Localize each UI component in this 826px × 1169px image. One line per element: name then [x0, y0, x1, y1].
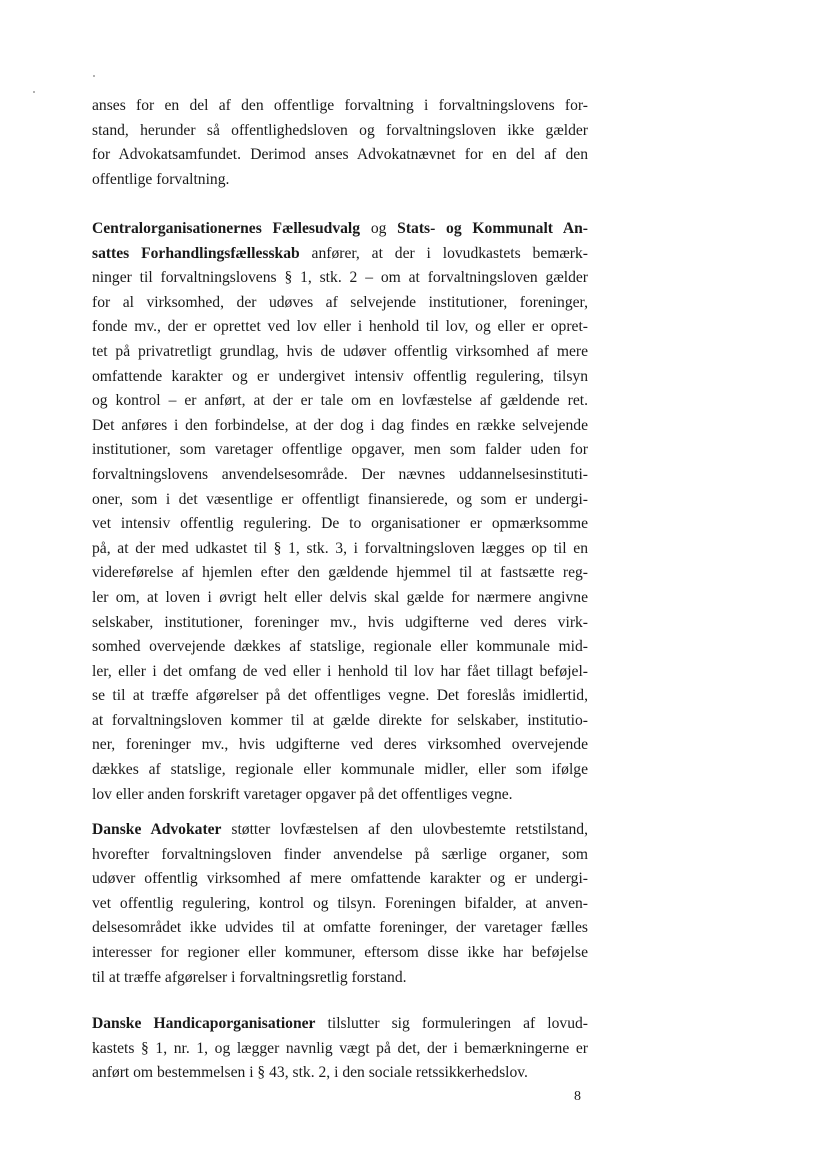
text-line: udøver offentlig virksomhed af mere omfattende karakter og er undergi-	[92, 870, 588, 888]
text-line	[92, 1012, 588, 1037]
organization-name: sattes Forhandlingsfællesskab	[92, 244, 300, 262]
organization-name: Danske Handicaporganisationer	[92, 1015, 316, 1032]
text-line: Det anføres i den forbindelse, at der dog i dag findes en række selvejende	[92, 416, 588, 434]
text-line: se til at træffe afgørelser på det offentliges vegne. Det foreslås imidlertid,	[92, 687, 588, 705]
text-fragment: anfører, at der i lovudkastets bemærk-	[299, 244, 588, 262]
text-line: at forvaltningsloven kommer til at gælde direkte for selskaber, institutio-	[92, 711, 588, 729]
text-line: til at træffe afgørelser i forvaltningsretlig forstand.	[92, 968, 407, 986]
text-line: anført om bestemmelsen i § 43, stk. 2, i den sociale retssikkerhedslov.	[92, 1064, 528, 1082]
scan-speck	[93, 75, 95, 77]
text-line: omfattende karakter og er undergivet intensiv offentlig regulering, tilsyn	[92, 367, 588, 385]
paragraph-advokatsamfundet	[92, 94, 588, 192]
organization-name: Stats- og Kommunalt An-	[397, 220, 588, 237]
paragraph-danske-advokater	[92, 818, 588, 990]
text-line: og kontrol – er anført, at der er tale om en lovfæstelse af gældende ret.	[92, 392, 588, 410]
text-line: anses for en del af den offentlige forvaltning i forvaltningslovens for-	[92, 97, 588, 114]
text-line: interesser for regioner eller kommuner, eftersom disse ikke har beføjelse	[92, 943, 588, 961]
text-fragment: støtter lovfæstelsen af den ulovbestemte retstilstand,	[221, 821, 588, 838]
text-line: tet på privatretligt grundlag, hvis de udøver offentlig virksomhed af mere	[92, 342, 588, 360]
text-line	[92, 217, 588, 242]
paragraph-centralorganisationerne	[92, 217, 588, 807]
text-line: for al virksomhed, der udøves af selvejende institutioner, foreninger,	[92, 293, 588, 311]
text-line: selskaber, institutioner, foreninger mv., hvis udgifterne ved deres virk-	[92, 613, 588, 631]
text-line: ler om, at loven i øvrigt helt eller delvis skal gælde for nærmere angivne	[92, 588, 588, 606]
paragraph-danske-handicaporganisationer	[92, 1012, 588, 1086]
text-line	[92, 818, 588, 843]
page-number: 8	[574, 1089, 581, 1104]
text-line: institutioner, som varetager offentlige opgaver, men som falder uden for	[92, 441, 588, 459]
text-line: delsesområdet ikke udvides til at omfatte foreninger, der varetager fælles	[92, 919, 588, 937]
text-line: oner, som i det væsentlige er offentligt finansierede, og som er undergi-	[92, 490, 588, 508]
text-line: fonde mv., der er oprettet ved lov eller i henhold til lov, og eller er opret-	[92, 318, 588, 336]
text-line: vet intensiv offentlig regulering. De to organisationer er opmærksomme	[92, 515, 588, 533]
text-fragment: og	[360, 220, 398, 237]
text-line: somhed overvejende dækkes af statslige, regionale eller kommunale mid-	[92, 638, 588, 656]
text-line: dækkes af statslige, regionale eller kommunale midler, eller som ifølge	[92, 761, 588, 779]
text-line: hvorefter forvaltningsloven finder anvendelse på særlige organer, som	[92, 845, 588, 863]
text-line: på, at der med udkastet til § 1, stk. 3, i forvaltningsloven lægges op til en	[92, 539, 588, 557]
text-line: vet offentlig regulering, kontrol og tilsyn. Foreningen bifalder, at anven-	[92, 894, 588, 912]
text-line: stand, herunder så offentlighedsloven og forvaltningsloven ikke gælder	[92, 121, 588, 139]
text-line: ner, foreninger mv., hvis udgifterne ved deres virksomhed overvejende	[92, 736, 588, 754]
scan-speck	[33, 91, 35, 93]
text-line	[92, 242, 588, 267]
text-line: videreførelse af hjemlen efter den gældende hjemmel til at fastsætte reg-	[92, 564, 588, 582]
text-fragment: tilslutter sig formuleringen af lovud-	[315, 1015, 588, 1032]
text-line: forvaltningslovens anvendelsesområde. Der nævnes uddannelsesinstituti-	[92, 465, 588, 483]
text-line: ler, eller i det omfang de ved eller i henhold til lov har fået tillagt beføjel-	[92, 662, 588, 680]
text-line: ninger til forvaltningslovens § 1, stk. 2 – om at forvaltningsloven gælder	[92, 269, 588, 287]
text-line: lov eller anden forskrift varetager opgaver på det offentliges vegne.	[92, 785, 513, 803]
organization-name: Danske Advokater	[92, 821, 222, 838]
text-line: for Advokatsamfundet. Derimod anses Advokatnævnet for en del af den	[92, 146, 588, 164]
text-line: kastets § 1, nr. 1, og lægger navnlig vægt på det, der i bemærkningerne er	[92, 1039, 588, 1057]
organization-name: Centralorganisationernes Fællesudvalg	[92, 220, 361, 237]
text-line: offentlige forvaltning.	[92, 170, 230, 188]
